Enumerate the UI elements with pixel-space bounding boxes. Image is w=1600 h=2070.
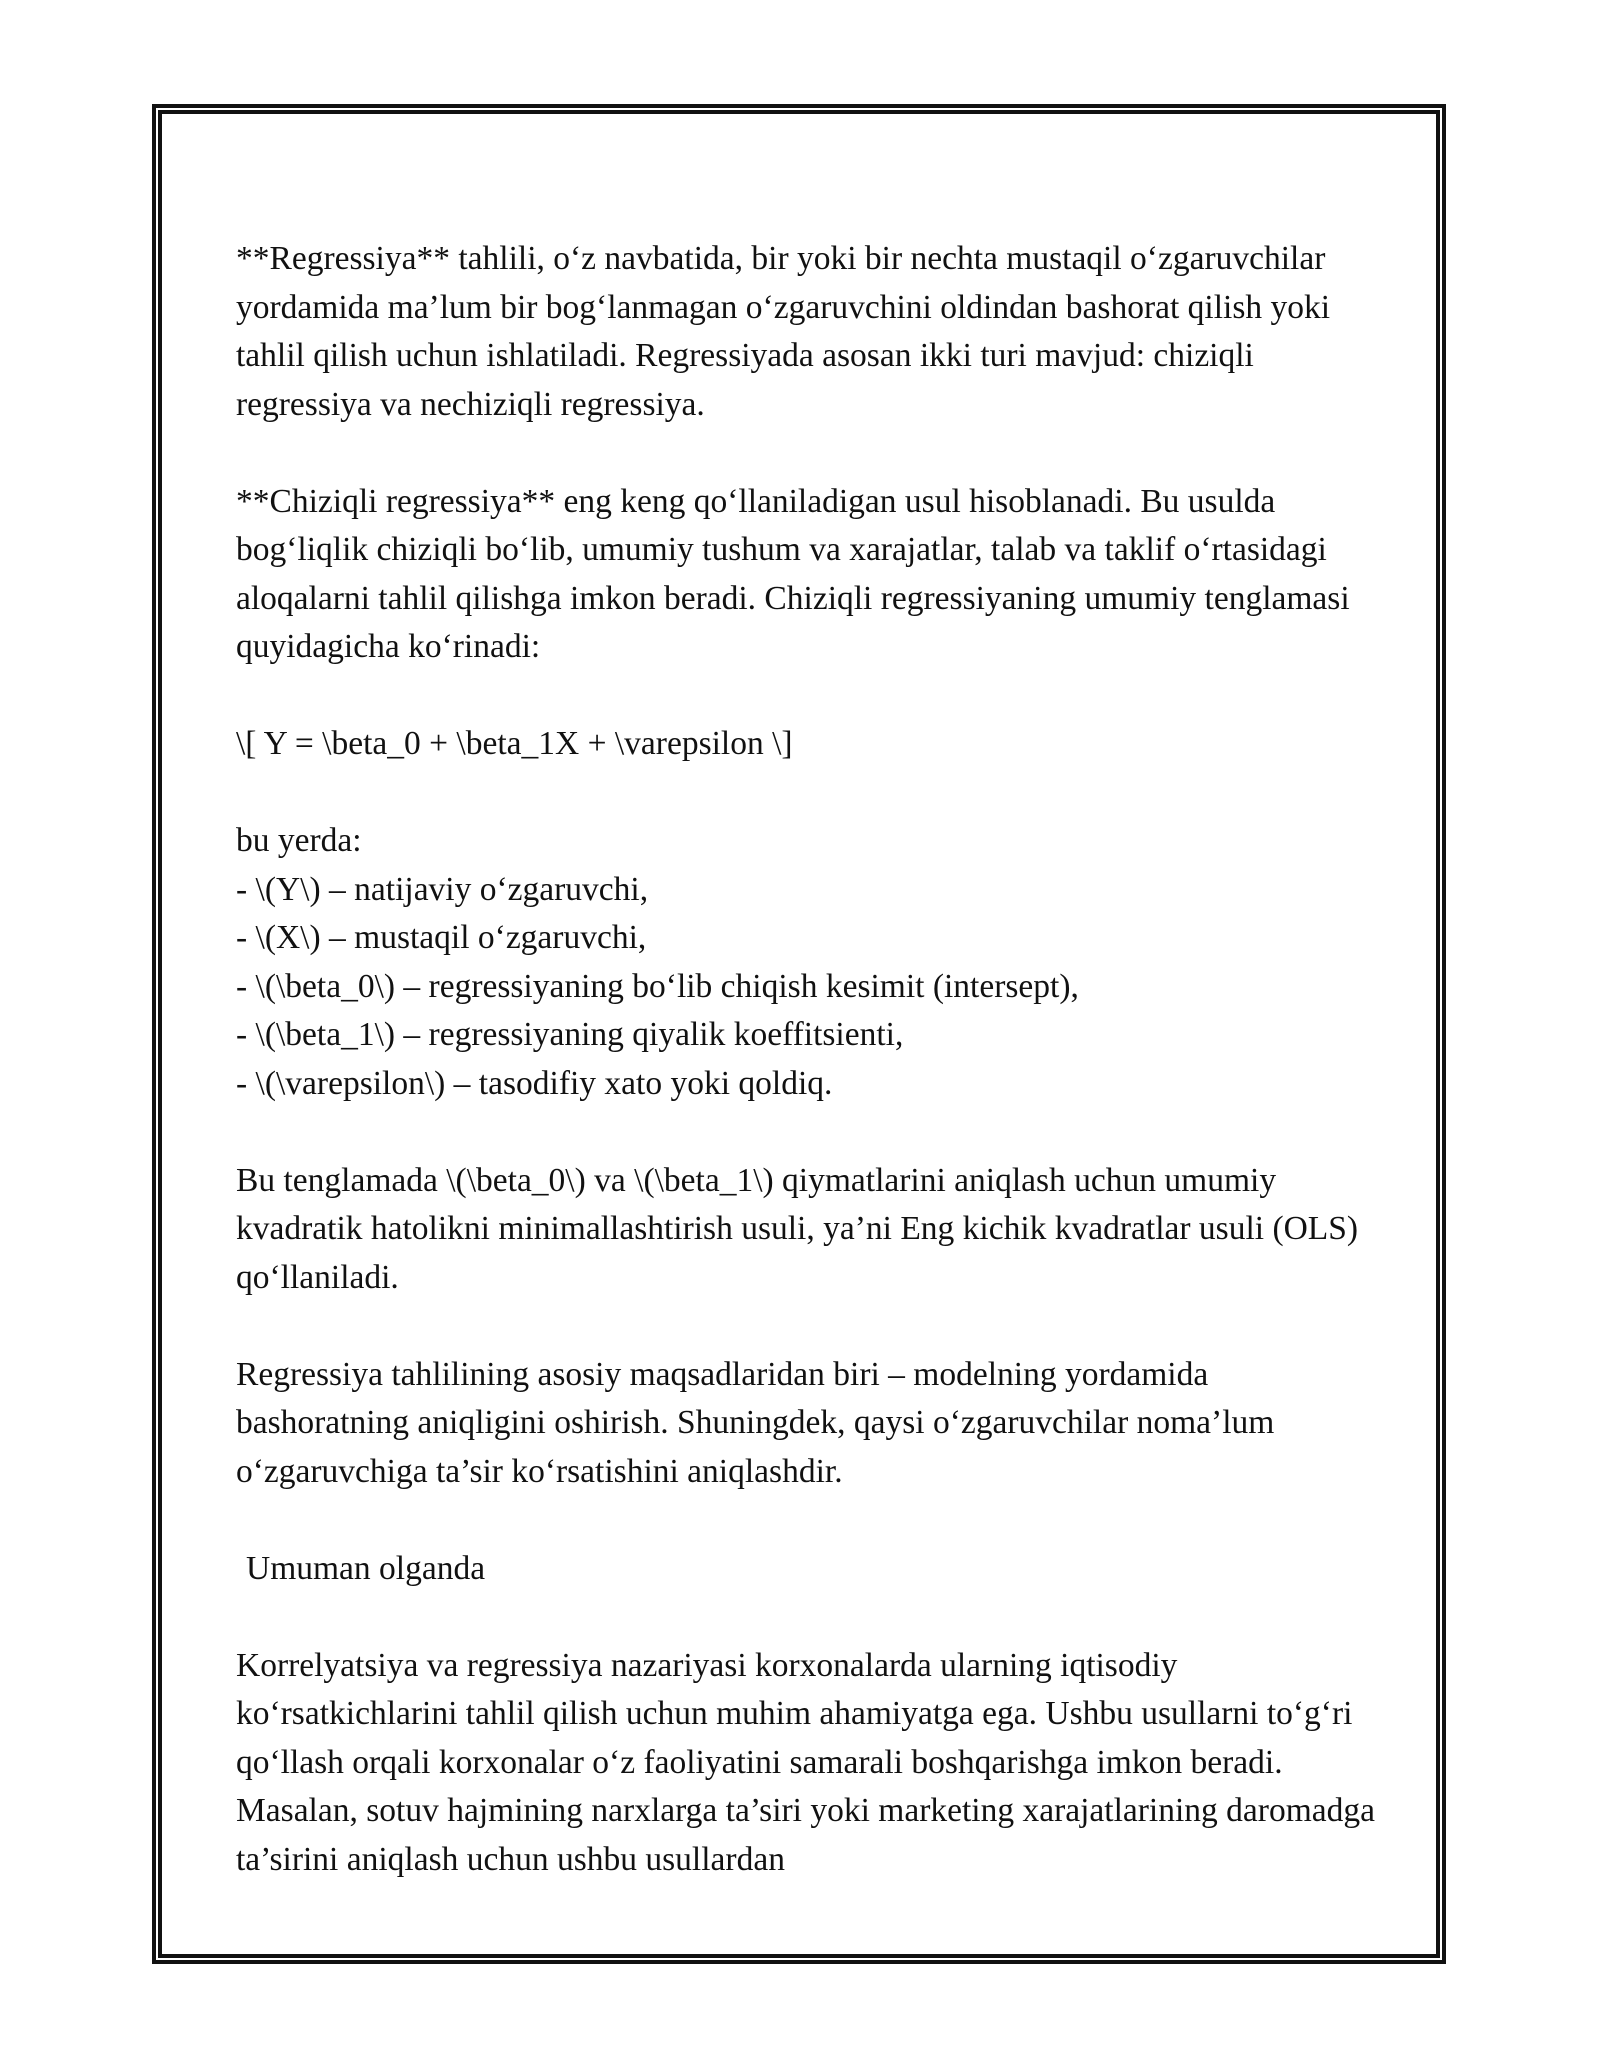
paragraph-conclusion: Korrelyatsiya va regressiya nazariyasi korxonalarda ularning iqtisodiy ko‘rsatkichlarini tahlil qilish uchun muhim ahamiyatga ega. Ushbu usullarni to‘g‘ri qo‘llash orqali korxonalar o‘z faoliyatini samarali boshqarishga imkon beradi. Masalan, sotuv hajmining narxlarga ta’siri yoki marketing xarajatlarining daromadga ta’sirini aniqlash uchun ushbu usullardan <box>236 1646 1375 1878</box>
paragraph-linear-regression: **Chiziqli regressiya** eng keng qo‘llaniladigan usul hisoblanadi. Bu usulda bog‘liqlik chiziqli bo‘lib, umumiy tushum va xarajatlar, talab va taklif o‘rtasidagi aloqalarni tahlil qilishga imkon beradi. Chiziqli regressiyaning umumiy tenglamasi quyidagicha ko‘rinadi: <box>236 482 1350 665</box>
document-body <box>236 235 1386 1884</box>
list-item: - \(\beta_1\) – regressiyaning qiyalik koeffitsienti, <box>236 1016 904 1053</box>
paragraph-regression-intro: **Regressiya** tahlili, o‘z navbatida, bir yoki bir nechta mustaqil o‘zgaruvchilar yordamida ma’lum bir bog‘lanmagan o‘zgaruvchini oldindan bashorat qilish yoki tahlil qilish uchun ishlatiladi. Regressiyada asosan ikki turi mavjud: chiziqli regressiya va nechiziqli regressiya. <box>236 240 1331 423</box>
paragraph-regression-goal: Regressiya tahlilining asosiy maqsadlaridan biri – modelning yordamida bashoratning aniqligini oshirish. Shuningdek, qaysi o‘zgaruvchilar noma’lum o‘zgaruvchiga ta’sir ko‘rsatishini aniqlashdir. <box>236 1355 1275 1490</box>
variable-definitions <box>236 817 1386 1108</box>
paragraph-ols: Bu tenglamada \(\beta_0\) va \(\beta_1\) qiymatlarini aniqlash uchun umumiy kvadratik hatolikni minimallashtirish usuli, ya’ni Eng kichik kvadratlar usuli (OLS) qo‘llaniladi. <box>236 1161 1359 1296</box>
list-item: - \(X\) – mustaqil o‘zgaruvchi, <box>236 919 647 956</box>
list-item: - \(\beta_0\) – regressiyaning bo‘lib chiqish kesimit (intersept), <box>236 967 1079 1005</box>
section-heading: Umuman olganda <box>246 1549 486 1587</box>
list-item: - \(Y\) – natijaviy o‘zgaruvchi, <box>236 870 649 908</box>
list-intro: bu yerda: <box>236 822 362 859</box>
list-item: - \(\varepsilon\) – tasodifiy xato yoki qoldiq. <box>236 1064 833 1102</box>
regression-formula: \[ Y = \beta_0 + \beta_1X + \varepsilon \] <box>236 725 793 762</box>
